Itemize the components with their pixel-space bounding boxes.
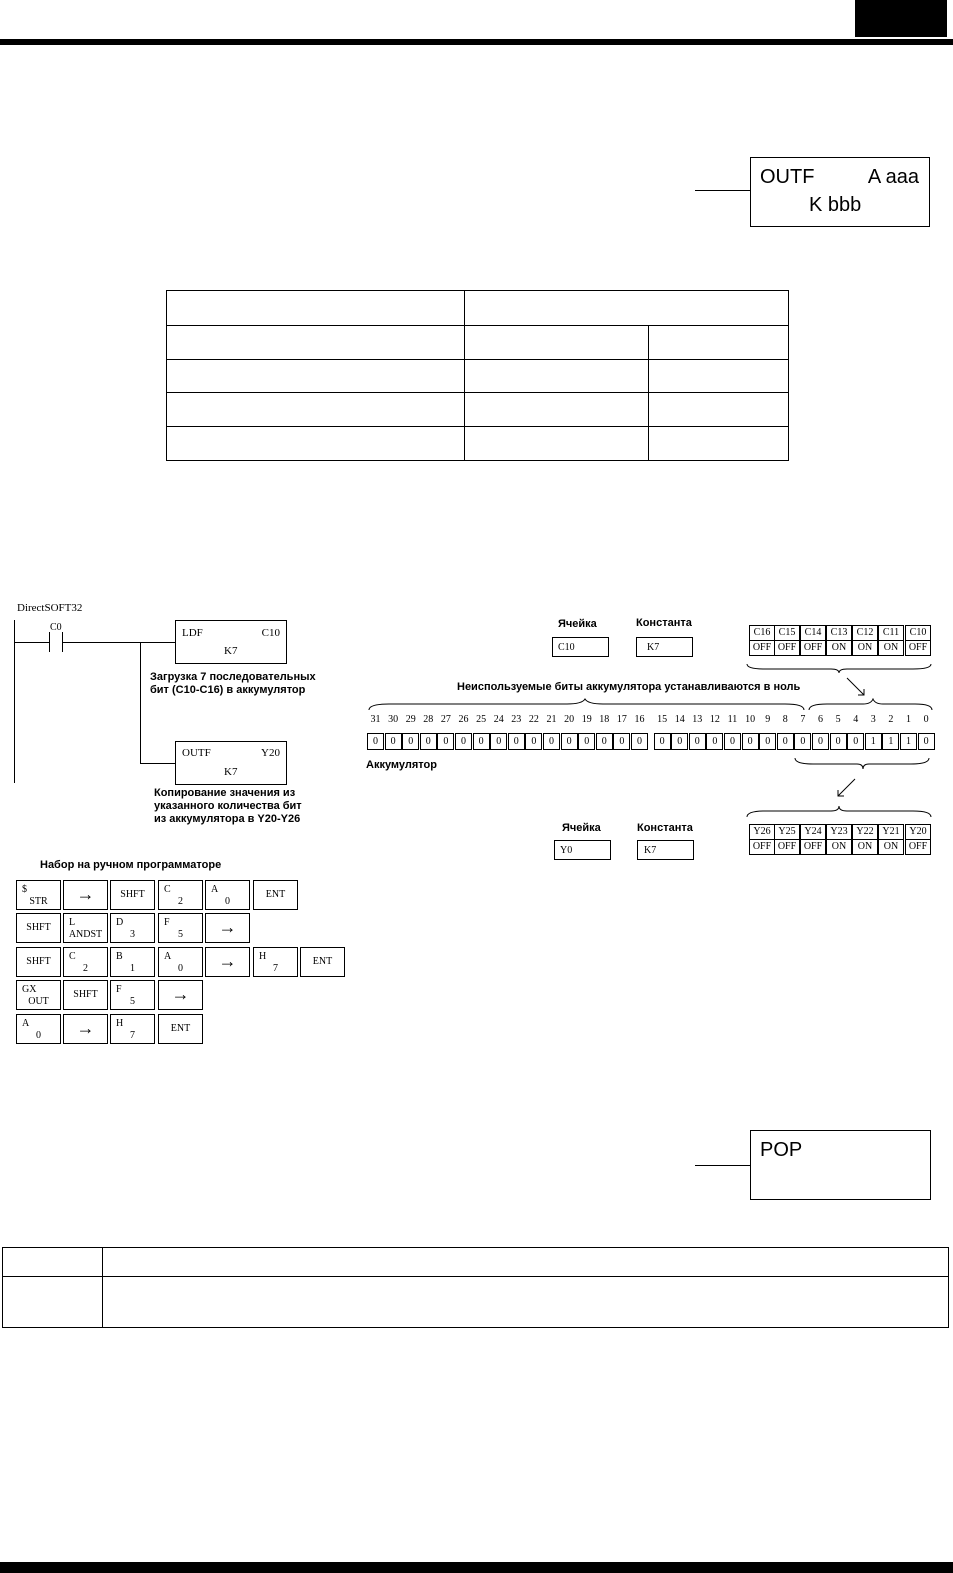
ldf-box	[175, 620, 287, 664]
bit-value-cell: 1	[900, 733, 917, 750]
bit-state-cell: ON	[878, 839, 904, 855]
bit-number: 31	[370, 714, 381, 725]
bit-value-cell: 0	[918, 733, 935, 750]
key-top-label: H	[116, 1018, 124, 1029]
bit-state-cell: ON	[826, 839, 852, 855]
bit-value-cell: 0	[437, 733, 454, 750]
keypad-title: Набор на ручном программаторе	[40, 859, 222, 871]
table-row	[167, 291, 789, 326]
bit-state-cell: OFF	[749, 839, 775, 855]
outf-note-line: указанного количества бит	[154, 800, 302, 812]
bit-value-cell: 0	[402, 733, 419, 750]
table-cell	[167, 325, 465, 359]
bottom-const-label: Константа	[637, 822, 693, 834]
key-bottom-label: 5	[130, 996, 135, 1007]
keypad-key	[110, 947, 155, 977]
key-bottom-label: 2	[83, 963, 88, 974]
bit-number: 6	[818, 714, 823, 725]
bit-name-cell: Y23	[826, 824, 852, 840]
top-bits-brace	[745, 662, 933, 674]
description-table	[2, 1247, 949, 1328]
keypad-key	[63, 980, 108, 1010]
bit-number: 27	[440, 714, 451, 725]
bit-value-cell: 0	[385, 733, 402, 750]
arrow-down-icon	[836, 777, 858, 799]
key-top-label: A	[164, 951, 172, 962]
key-bottom-label: 1	[130, 963, 135, 974]
bit-number: 11	[727, 714, 738, 725]
bit-name-cell: C15	[774, 625, 800, 641]
outf-ladder-box	[175, 741, 287, 785]
bit-number: 0	[923, 714, 929, 725]
bit-state-cell: OFF	[905, 640, 931, 656]
outf-note-line: Копирование значения из	[154, 787, 296, 799]
ldf-constant: K7	[224, 645, 238, 657]
keypad-key	[16, 913, 61, 943]
bit-state-cell: OFF	[774, 839, 800, 855]
table-cell	[3, 1277, 103, 1328]
keypad-key	[253, 947, 298, 977]
bit-value-cell: 0	[490, 733, 507, 750]
table-cell	[649, 427, 789, 461]
bit-value-cell: 0	[508, 733, 525, 750]
table-row	[167, 393, 789, 427]
header-rule	[0, 39, 953, 45]
key-top-label: B	[116, 951, 123, 962]
page-tab	[855, 0, 947, 37]
bit-name-cell: C14	[800, 625, 826, 641]
key-top-label: F	[116, 984, 122, 995]
ldf-address: C10	[261, 627, 280, 639]
top-cell-label: Ячейка	[558, 618, 597, 630]
bit-number: 9	[765, 714, 771, 725]
keypad-key	[63, 947, 108, 977]
bottom-cell-label: Ячейка	[562, 822, 601, 834]
key-bottom-label: 0	[225, 896, 230, 907]
bit-value-cell: 0	[455, 733, 472, 750]
outf-instruction-box	[750, 157, 930, 227]
key-bottom-label: 7	[273, 963, 278, 974]
pop-instruction-box	[750, 1130, 931, 1200]
outf-mnemonic: OUTF	[760, 166, 815, 188]
bit-value-cell: 0	[671, 733, 688, 750]
bit-number: 7	[800, 714, 806, 725]
key-bottom-label: 7	[130, 1030, 135, 1041]
ldf-note-line: бит (C10-C16) в аккумулятор	[150, 684, 306, 696]
bit-value-cell: 0	[706, 733, 723, 750]
bit-name-cell: Y25	[774, 824, 800, 840]
software-label: DirectSOFT32	[17, 602, 83, 614]
outf-note	[154, 787, 302, 826]
bit-name-cell: Y26	[749, 824, 775, 840]
table-cell	[649, 393, 789, 427]
keypad-key	[110, 980, 155, 1010]
bit-number: 1	[906, 714, 911, 725]
rung-wire	[140, 763, 175, 764]
key-top-label: GX	[22, 984, 37, 995]
bit-number: 18	[599, 714, 610, 725]
bit-number: 26	[458, 714, 469, 725]
bit-number: 19	[581, 714, 592, 725]
ldf-mnemonic: LDF	[182, 627, 203, 639]
keypad-key	[16, 980, 61, 1010]
key-top-label: C	[69, 951, 76, 962]
keypad-key	[16, 947, 61, 977]
bit-state-cell: OFF	[905, 839, 931, 855]
bit-name-cell: C13	[826, 625, 852, 641]
operand-table	[166, 290, 789, 461]
rung-wire	[14, 642, 49, 643]
bit-value-cell: 0	[596, 733, 613, 750]
bit-value-cell: 0	[689, 733, 706, 750]
bit-state-cell: ON	[878, 640, 904, 656]
bit-number: 16	[634, 714, 645, 725]
key-label: SHFT	[26, 922, 51, 933]
bit-value-cell: 0	[742, 733, 759, 750]
bit-number: 29	[405, 714, 416, 725]
keypad-key	[205, 913, 250, 943]
key-label: ENT	[312, 956, 333, 967]
bit-value-cell: 0	[830, 733, 847, 750]
key-top-label: A	[22, 1018, 30, 1029]
table-cell	[465, 393, 649, 427]
pop-rung-wire	[695, 1165, 751, 1166]
table-cell	[103, 1248, 949, 1277]
table-cell	[103, 1277, 949, 1328]
bit-value-cell: 0	[847, 733, 864, 750]
bit-value-cell: 0	[543, 733, 560, 750]
outf-ladder-address: Y20	[261, 747, 280, 759]
keypad-key	[16, 1014, 61, 1044]
arrow-right-icon: →	[76, 884, 95, 904]
bit-number: 30	[388, 714, 399, 725]
key-bottom-label: 2	[178, 896, 183, 907]
table-cell	[3, 1248, 103, 1277]
outf-ladder-constant: K7	[224, 766, 238, 778]
key-top-label: D	[116, 917, 124, 928]
key-bottom-label: 0	[178, 963, 183, 974]
keypad-key	[110, 1014, 155, 1044]
key-label: ENT	[265, 889, 286, 900]
accumulator-label: Аккумулятор	[366, 759, 437, 771]
keypad-key	[63, 913, 108, 943]
keypad-key	[205, 880, 250, 910]
keypad-key	[205, 947, 250, 977]
keypad-key	[110, 880, 155, 910]
key-top-label: $	[22, 884, 27, 895]
bit-number: 28	[423, 714, 434, 725]
bit-number: 22	[528, 714, 539, 725]
top-const-label: Константа	[636, 617, 692, 629]
unused-bits-note: Неиспользуемые биты аккумулятора устанавливаются в ноль	[457, 681, 801, 693]
table-cell	[465, 427, 649, 461]
contact-left-bar	[49, 632, 50, 652]
bit-value-cell: 0	[613, 733, 630, 750]
bit-name-cell: C11	[878, 625, 904, 641]
table-cell	[167, 427, 465, 461]
bit-number: 10	[745, 714, 756, 725]
outf-operand-a: A aaa	[867, 166, 919, 188]
key-label: SHFT	[26, 956, 51, 967]
accumulator-low-brace	[793, 756, 933, 770]
bit-state-cell: ON	[852, 839, 878, 855]
bit-value-cell: 0	[777, 733, 794, 750]
bit-name-cell: Y24	[800, 824, 826, 840]
key-bottom-label: 3	[130, 929, 135, 940]
bit-name-cell: Y20	[905, 824, 931, 840]
key-bottom-label: STR	[29, 896, 48, 907]
contact-label: C0	[50, 622, 62, 633]
keypad-key	[158, 913, 203, 943]
outf-operand-k: K bbb	[809, 194, 862, 216]
bit-name-cell: Y21	[878, 824, 904, 840]
key-bottom-label: ANDST	[68, 929, 103, 940]
bit-number: 5	[835, 714, 841, 725]
ldf-note-line: Загрузка 7 последовательных	[150, 671, 316, 683]
keypad-key	[158, 1014, 203, 1044]
bit-value-cell: 0	[724, 733, 741, 750]
key-label: SHFT	[120, 889, 145, 900]
key-label: ENT	[170, 1023, 191, 1034]
bit-number: 12	[709, 714, 720, 725]
bottom-const-field: K7	[637, 840, 694, 860]
bit-number: 17	[616, 714, 627, 725]
bit-number: 25	[476, 714, 487, 725]
bit-name-cell: Y22	[852, 824, 878, 840]
keypad-key	[300, 947, 345, 977]
keypad-key	[158, 980, 203, 1010]
arrow-right-icon: →	[218, 951, 237, 971]
bit-number: 3	[870, 714, 876, 725]
bit-number: 2	[888, 714, 894, 725]
footer-rule	[0, 1562, 953, 1573]
keypad-key	[253, 880, 298, 910]
bit-value-cell: 0	[794, 733, 811, 750]
arrow-right-icon: →	[171, 984, 190, 1004]
bit-number: 23	[511, 714, 522, 725]
bit-value-cell: 0	[473, 733, 490, 750]
table-cell	[649, 325, 789, 359]
bit-number: 15	[657, 714, 668, 725]
bit-state-cell: OFF	[800, 640, 826, 656]
keypad-key	[63, 880, 108, 910]
bit-value-cell: 0	[631, 733, 648, 750]
bit-name-cell: C12	[852, 625, 878, 641]
bit-state-cell: ON	[826, 640, 852, 656]
keypad-key	[63, 1014, 108, 1044]
bit-value-cell: 1	[882, 733, 899, 750]
bit-value-cell: 0	[561, 733, 578, 750]
power-rail	[14, 620, 15, 783]
bit-value-cell: 0	[654, 733, 671, 750]
key-bottom-label: OUT	[28, 996, 49, 1007]
table-row	[3, 1248, 949, 1277]
keypad-key	[110, 913, 155, 943]
pop-mnemonic: POP	[760, 1139, 803, 1161]
bit-value-cell: 0	[525, 733, 542, 750]
bit-number: 4	[853, 714, 859, 725]
table-cell	[167, 393, 465, 427]
key-top-label: C	[164, 884, 171, 895]
key-top-label: L	[69, 917, 76, 928]
table-row	[167, 359, 789, 393]
table-cell	[465, 291, 789, 326]
keypad-key	[158, 880, 203, 910]
key-top-label: F	[164, 917, 170, 928]
table-cell	[649, 359, 789, 393]
bit-name-cell: C16	[749, 625, 775, 641]
arrow-down-icon	[845, 676, 867, 698]
table-row	[3, 1277, 949, 1328]
bit-number: 21	[546, 714, 557, 725]
bit-number: 14	[674, 714, 685, 725]
key-bottom-label: 5	[178, 929, 183, 940]
key-top-label: A	[211, 884, 219, 895]
bit-number: 13	[692, 714, 703, 725]
bit-value-cell: 1	[865, 733, 882, 750]
bit-value-cell: 0	[367, 733, 384, 750]
table-cell	[167, 291, 465, 326]
bit-value-cell: 0	[759, 733, 776, 750]
outf-note-line: из аккумулятора в Y20-Y26	[154, 813, 301, 825]
arrow-right-icon: →	[218, 917, 237, 937]
bottom-cell-field: Y0	[554, 840, 611, 860]
bit-number: 8	[782, 714, 788, 725]
table-row	[167, 427, 789, 461]
arrow-right-icon: →	[76, 1018, 95, 1038]
keypad-key	[158, 947, 203, 977]
key-bottom-label: 0	[36, 1030, 41, 1041]
bit-name-cell: C10	[905, 625, 931, 641]
bit-state-cell: OFF	[800, 839, 826, 855]
accumulator-brace	[367, 698, 937, 712]
top-cell-field: C10	[552, 637, 609, 657]
top-const-field: K7	[636, 637, 693, 657]
bit-state-cell: OFF	[774, 640, 800, 656]
outf-ladder-mnemonic: OUTF	[182, 747, 211, 759]
bit-value-cell: 0	[812, 733, 829, 750]
table-cell	[465, 359, 649, 393]
table-cell	[465, 325, 649, 359]
bit-value-cell: 0	[420, 733, 437, 750]
bit-state-cell: ON	[852, 640, 878, 656]
table-cell	[167, 359, 465, 393]
bottom-bits-brace	[745, 805, 933, 819]
rung-wire	[63, 642, 175, 643]
key-top-label: H	[259, 951, 267, 962]
outf-rung-wire	[695, 190, 751, 191]
key-label: SHFT	[73, 989, 98, 1000]
keypad-key	[16, 880, 61, 910]
bit-number: 20	[564, 714, 575, 725]
bit-state-cell: OFF	[749, 640, 775, 656]
ldf-note	[150, 671, 316, 697]
branch-wire	[140, 642, 141, 764]
bit-value-cell: 0	[578, 733, 595, 750]
table-row	[167, 325, 789, 359]
bit-number: 24	[493, 714, 504, 725]
